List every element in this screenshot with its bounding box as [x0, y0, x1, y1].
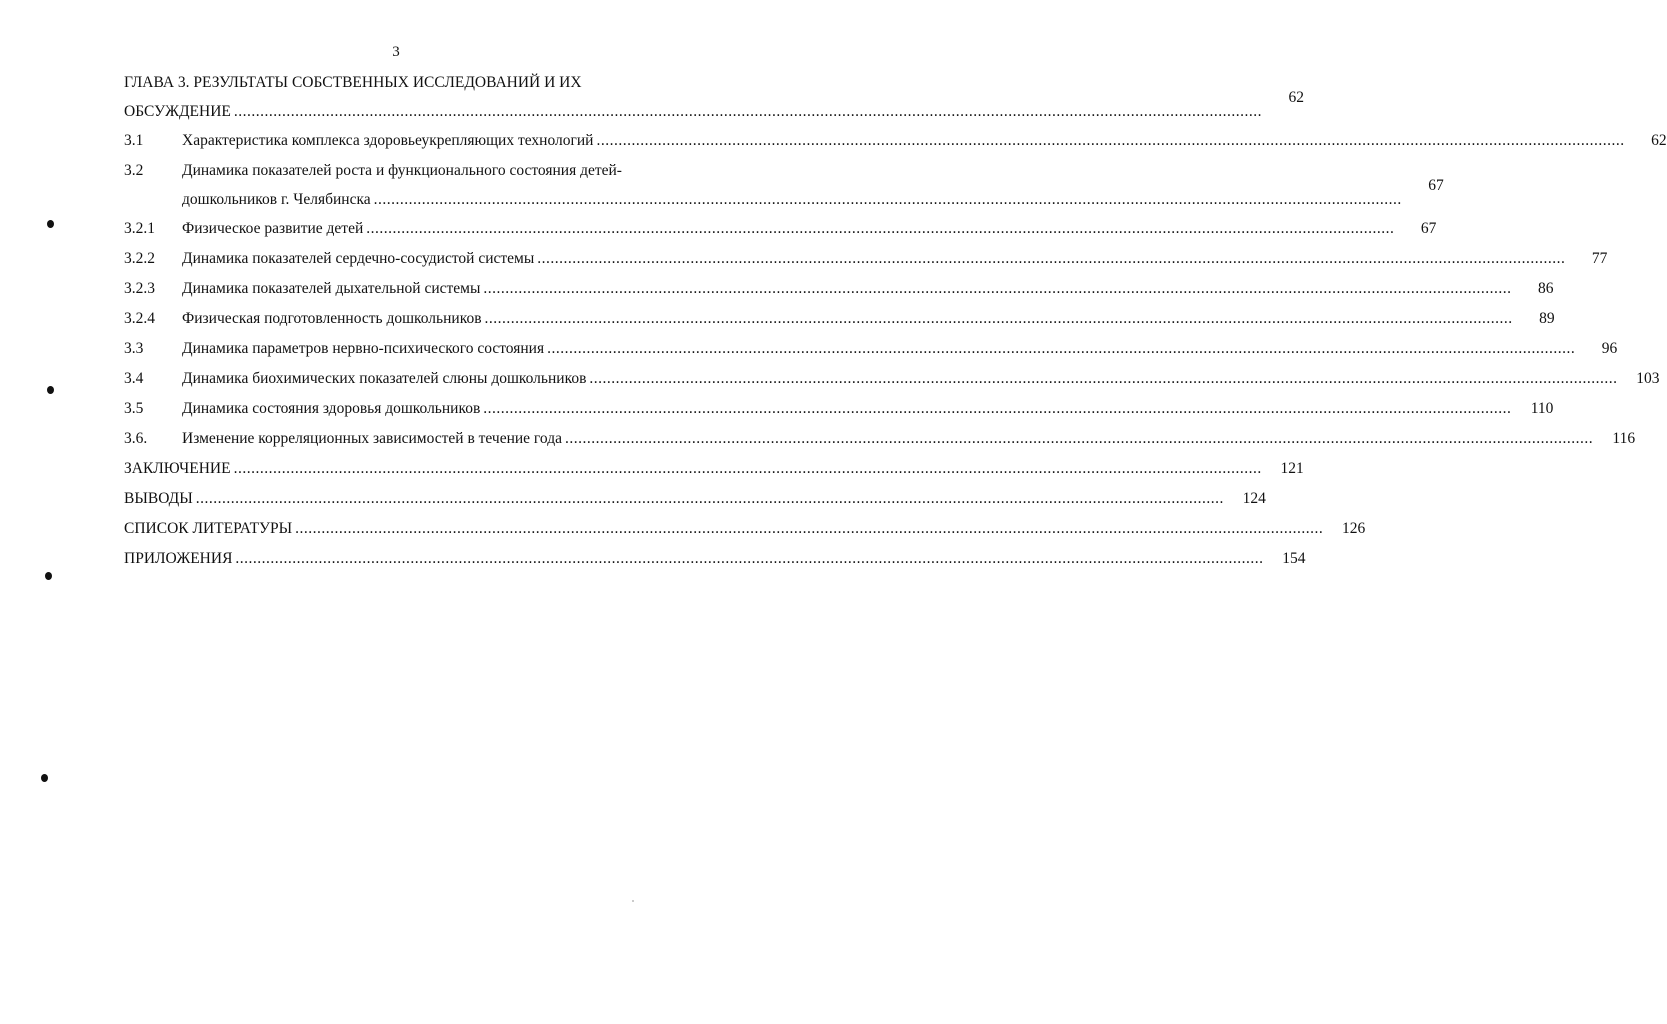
toc-page-number: 67	[1420, 220, 1437, 237]
toc-chapter-title-line2: ОБСУЖДЕНИЕ	[124, 103, 231, 120]
toc-entry-3-3[interactable]	[124, 334, 1618, 364]
scan-speck	[632, 900, 634, 902]
toc-entry-3-2-2[interactable]	[124, 244, 1608, 274]
toc-entry-title: Динамика биохимических показателей слюны дошкольников	[182, 370, 587, 387]
toc-section-title: ПРИЛОЖЕНИЯ	[124, 550, 233, 567]
toc-section-conclusion[interactable]	[124, 454, 1304, 484]
toc-section-title: ЗАКЛЮЧЕНИЕ	[124, 460, 231, 477]
leader-dots	[485, 304, 1513, 334]
toc-entry-3-6[interactable]	[124, 424, 1636, 454]
toc-entry-number: 3.3	[124, 340, 144, 357]
toc-page-number: 62	[1651, 132, 1667, 149]
toc-entry-3-2-4[interactable]	[124, 304, 1555, 334]
leader-dots	[366, 214, 1394, 244]
toc-page-number: 103	[1636, 370, 1660, 387]
toc-page-number: 124	[1242, 490, 1266, 507]
toc-entry-3-5[interactable]	[124, 394, 1554, 424]
toc-entry-number: 3.1	[124, 132, 144, 149]
toc-entry-3-2[interactable]	[124, 156, 1444, 214]
toc-entry-title: Физическая подготовленность дошкольников	[182, 310, 482, 327]
toc-entry-number: 3.2.4	[124, 310, 155, 327]
toc-page-number: 154	[1282, 550, 1306, 567]
leader-dots	[483, 394, 1511, 424]
toc-page-number: 96	[1601, 340, 1618, 357]
toc-page-number: 67	[1428, 176, 1444, 194]
toc-entry-3-4[interactable]	[124, 364, 1660, 394]
toc-entry-number: 3.2.2	[124, 250, 155, 267]
table-of-contents	[124, 68, 1667, 574]
toc-entry-number: 3.2.1	[124, 220, 155, 237]
toc-section-appendices[interactable]	[124, 544, 1306, 574]
toc-page-number: 116	[1612, 430, 1636, 447]
toc-section-findings[interactable]	[124, 484, 1266, 514]
toc-chapter-title	[124, 68, 1262, 126]
toc-entry-number: 3.2.3	[124, 280, 155, 297]
leader-dots	[537, 244, 1565, 274]
toc-entry-number: 3.4	[124, 370, 144, 387]
toc-entry-number: 3.6.	[124, 430, 148, 447]
toc-entry-title: Изменение корреляционных зависимостей в течение года	[182, 430, 562, 447]
leader-dots	[547, 334, 1575, 364]
leader-dots	[196, 484, 1224, 514]
toc-entry-title: Физическое развитие детей	[182, 220, 364, 237]
toc-entry-title: Динамика показателей сердечно-сосудистой системы	[182, 250, 535, 267]
toc-page-number: 86	[1538, 280, 1554, 297]
toc-entry-number: 3.2	[124, 162, 144, 179]
leader-dots	[295, 514, 1323, 544]
toc-section-title: СПИСОК ЛИТЕРАТУРЫ	[124, 520, 293, 537]
page-number: 3	[392, 44, 400, 60]
toc-entry-title: Характеристика комплекса здоровьеукрепляющих технологий	[182, 132, 594, 149]
toc-entry-title-line2: дошкольников г. Челябинска	[182, 191, 371, 208]
toc-entry-number: 3.5	[124, 400, 144, 417]
toc-entry-3-2-1[interactable]	[124, 214, 1437, 244]
punch-hole-mark	[41, 774, 48, 782]
punch-hole-mark	[47, 386, 54, 394]
toc-chapter-3[interactable]	[124, 68, 1305, 126]
toc-page-number: 89	[1539, 310, 1555, 327]
toc-page-number: 62	[1288, 88, 1305, 106]
toc-entry-title-line1: Динамика показателей роста и функционального состояния детей-	[182, 162, 622, 179]
leader-dots	[596, 126, 1624, 156]
leader-dots	[589, 364, 1617, 394]
toc-section-title: ВЫВОДЫ	[124, 490, 193, 507]
toc-entry-title: Динамика состояния здоровья дошкольников	[182, 400, 481, 417]
leader-dots	[483, 274, 1511, 304]
toc-page-number: 77	[1591, 250, 1608, 267]
toc-section-references[interactable]	[124, 514, 1366, 544]
toc-page-number: 121	[1280, 460, 1304, 477]
toc-page-number: 126	[1342, 520, 1366, 537]
toc-entry-3-2-3[interactable]	[124, 274, 1554, 304]
toc-entry-title: Динамика параметров нервно-психического состояния	[182, 340, 545, 357]
leader-dots	[235, 544, 1263, 574]
leader-dots	[565, 424, 1593, 454]
toc-chapter-title-line1: ГЛАВА 3. РЕЗУЛЬТАТЫ СОБСТВЕННЫХ ИССЛЕДОВАНИЙ И ИХ	[124, 74, 582, 91]
toc-entry-3-1[interactable]	[124, 126, 1667, 156]
leader-dots	[234, 454, 1262, 484]
toc-page-number: 110	[1530, 400, 1554, 417]
punch-hole-mark	[45, 572, 52, 580]
punch-hole-mark	[47, 220, 54, 228]
leader-dots	[374, 185, 1402, 214]
leader-dots	[234, 97, 1262, 126]
toc-entry-title: Динамика показателей дыхательной системы	[182, 280, 481, 297]
